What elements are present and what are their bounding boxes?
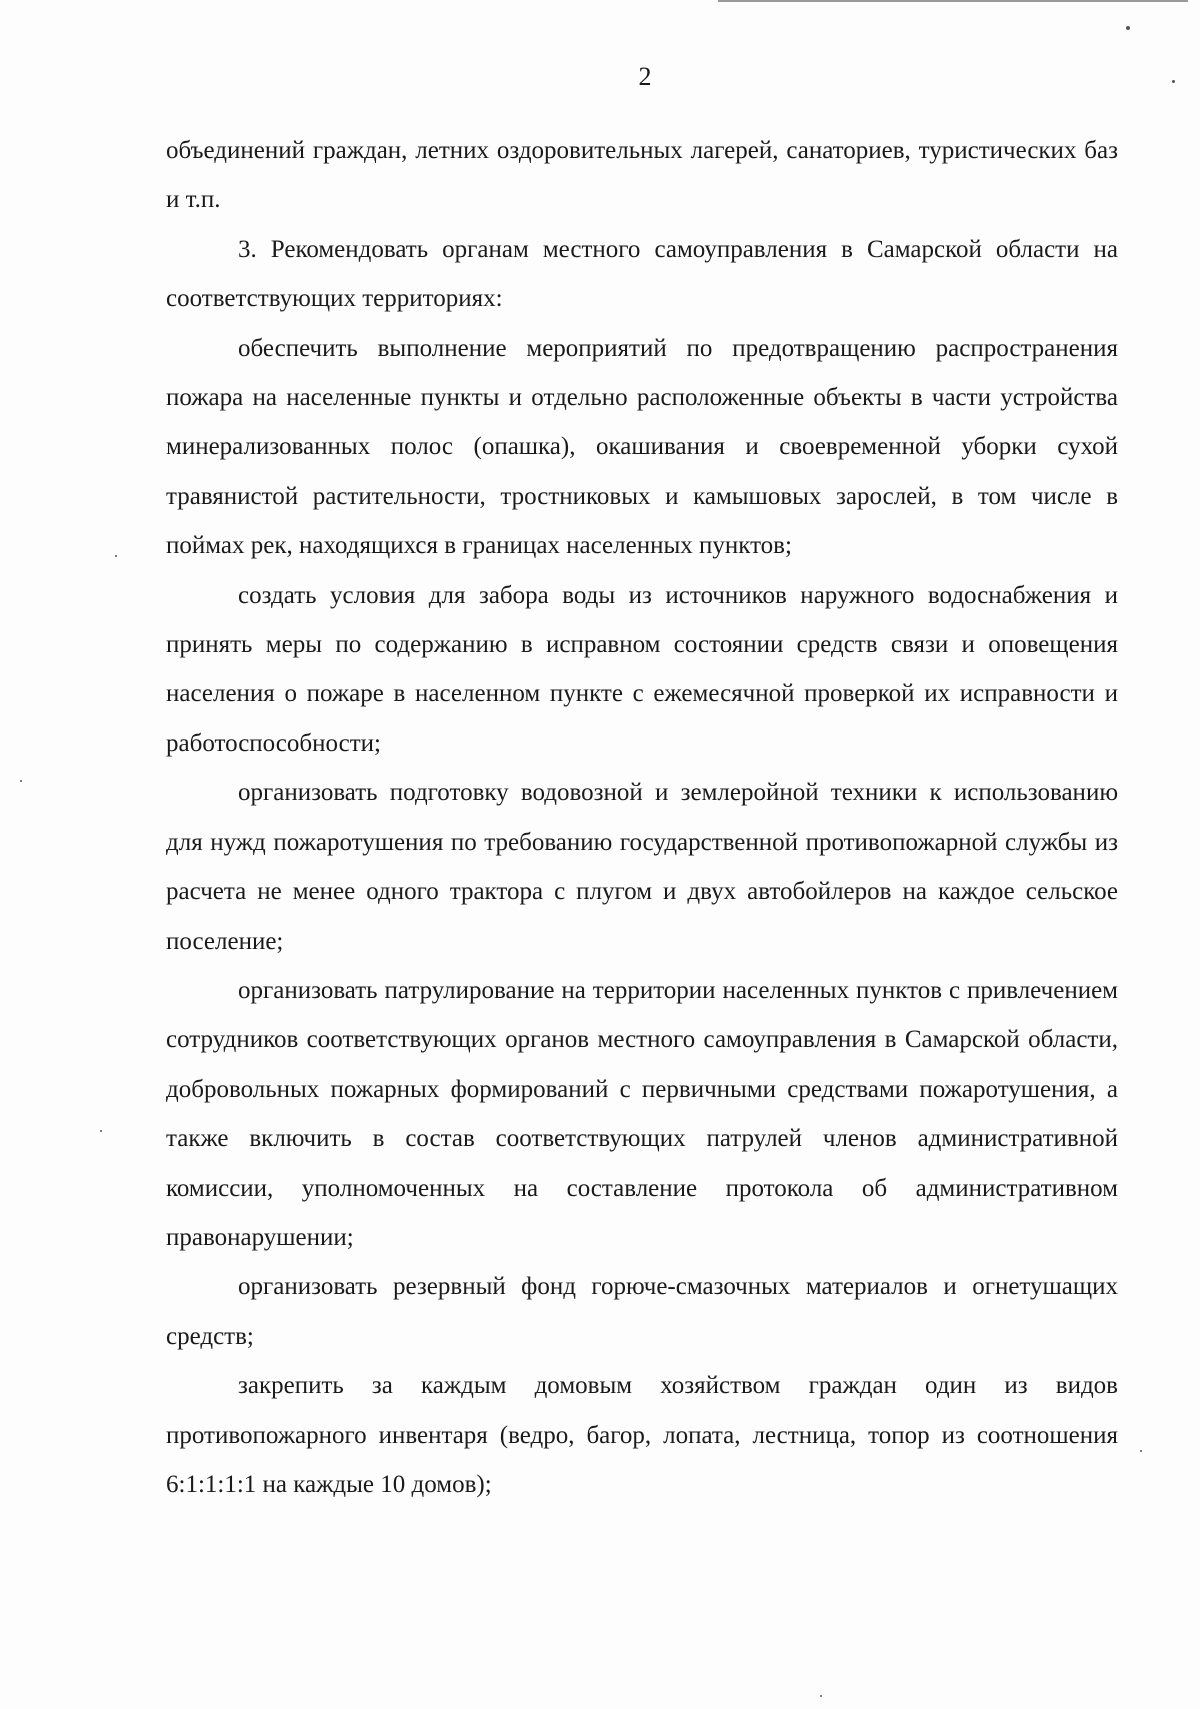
scan-speck [20, 780, 22, 782]
scan-speck [1126, 26, 1130, 30]
paragraph-reserve-fund: организовать резервный фонд горюче-смазочных материалов и огнетушащих средств; [166, 1273, 1118, 1350]
page-number: 2 [638, 62, 652, 91]
paragraph-patrolling: организовать патрулирование на территории населенных пунктов с привлечением сотрудников соответствующих органов местного самоуправления в Самарской области, добровольных пожарных формирований с первичными средствами пожаротушения, а также включить в состав соответствующих патрулей членов административной комиссии, уполномоченных на составление протокола об административном правонарушении; [166, 976, 1118, 1251]
scan-speck [820, 1695, 822, 1697]
paragraph-fire-inventory: закрепить за каждым домовым хозяйством граждан один из видов противопожарного инвентаря (ведро, багор, лопата, лестница, топор из соотношения 6:1:1:1:1 на каждые 10 домов); [166, 1372, 1118, 1498]
paragraph-continuation: объединений граждан, летних оздоровительных лагерей, санаториев, туристических баз и т.п. [166, 137, 1118, 214]
document-body [166, 126, 1118, 1509]
paragraph-item-3: 3. Рекомендовать органам местного самоуправления в Самарской области на соответствующих территориях: [166, 235, 1118, 313]
paragraph-fire-spread-prevention: обеспечить выполнение мероприятий по предотвращению распространения пожара на населенные пункты и отдельно расположенные объекты в части устройства минерализованных полос (опашка), окашивания и своевременной уборки сухой травянистой растительности, тростниковых и камышовых зарослей, в том числе в поймах рек, находящихся в границах населенных пунктов; [166, 334, 1118, 560]
paragraph-water-supply: создать условия для забора воды из источников наружного водоснабжения и принять меры по содержанию в исправном состоянии средств связи и оповещения населения о пожаре в населенном пункте с ежемесячной проверкой их исправности и работоспособности; [166, 581, 1118, 757]
scan-speck [100, 1130, 102, 1132]
paragraph-equipment-preparation: организовать подготовку водовозной и землеройной техники к использованию для нужд пожаротушения по требованию государственной противопожарной службы из расчета не менее одного трактора с плугом и двух автобойлеров на каждое сельское поселение; [166, 779, 1118, 955]
scan-top-edge-line [718, 0, 1188, 2]
scan-speck [115, 555, 117, 557]
scan-speck [1140, 1450, 1142, 1452]
scan-speck [1172, 80, 1175, 83]
